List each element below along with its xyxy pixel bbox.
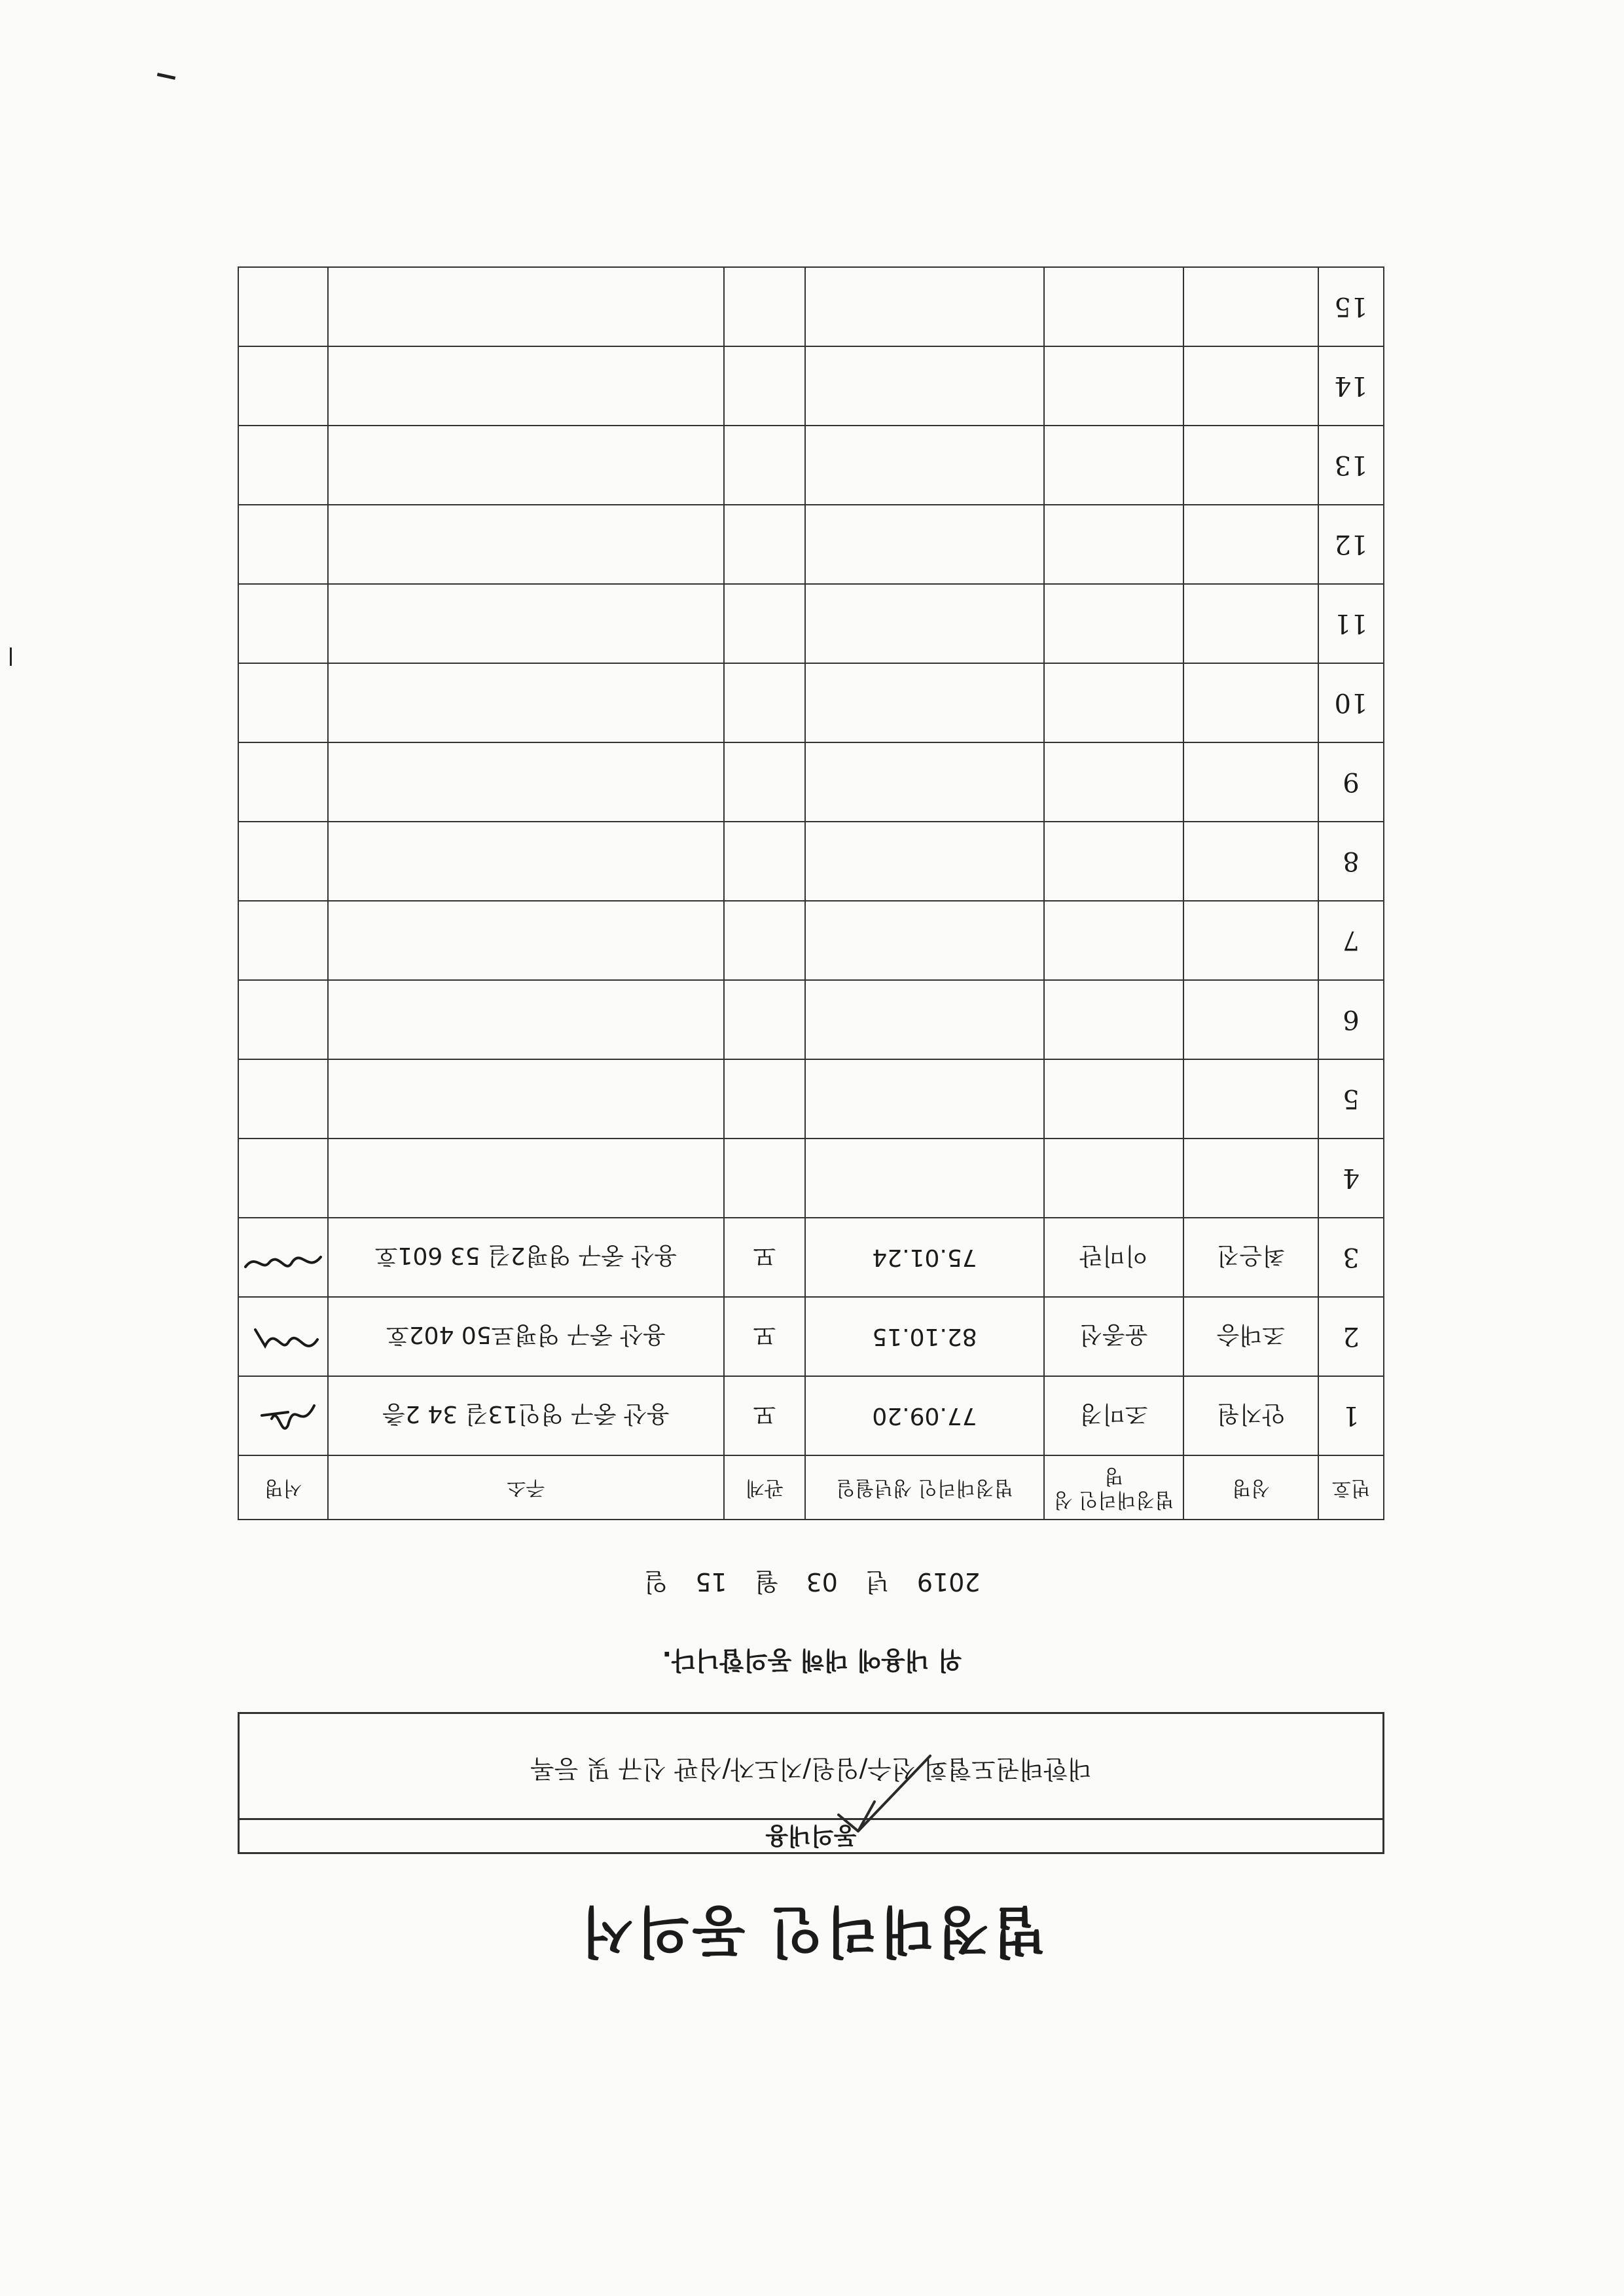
signature-cell: [238, 980, 328, 1059]
signature-cell: [238, 742, 328, 822]
participant-name: [1183, 980, 1318, 1059]
row-number: 10: [1318, 663, 1384, 742]
signature-cell: [238, 584, 328, 663]
guardian-dob: [805, 822, 1044, 901]
guardian-address: 용산 중구 영평로50 402호: [328, 1297, 724, 1376]
col-header-relation: 관계: [724, 1455, 805, 1520]
table-row: [238, 901, 1384, 980]
document-title: 법정대리인 동의서: [578, 1899, 1046, 1964]
guardian-relation: [724, 1059, 805, 1139]
col-header-guardian-name: 법정대리인 성명: [1044, 1455, 1183, 1520]
handwritten-signature: [238, 1313, 327, 1366]
signature-cell: [238, 346, 328, 426]
col-header-address: 주소: [328, 1455, 724, 1520]
signature-cell: [238, 426, 328, 505]
guardian-dob: [805, 584, 1044, 663]
guardian-name: [1044, 742, 1183, 822]
signature-cell: [238, 1218, 328, 1297]
row-number: 7: [1318, 901, 1384, 980]
table-row: [238, 663, 1384, 742]
guardian-relation: [724, 901, 805, 980]
guardian-relation: [724, 346, 805, 426]
guardian-address: [328, 822, 724, 901]
row-number: 15: [1318, 267, 1384, 346]
guardian-dob: [805, 742, 1044, 822]
guardian-table: [238, 266, 1384, 1520]
guardian-relation: [724, 742, 805, 822]
table-row: [238, 267, 1384, 346]
pen-stroke-mark: [825, 1749, 937, 1841]
guardian-address: [328, 980, 724, 1059]
table-row: [238, 426, 1384, 505]
guardian-address: [328, 267, 724, 346]
signature-cell: [238, 1297, 328, 1376]
table-row: [238, 346, 1384, 426]
guardian-relation: [724, 1139, 805, 1218]
scan-speck: [157, 73, 175, 80]
guardian-dob: [805, 426, 1044, 505]
row-number: 6: [1318, 980, 1384, 1059]
guardian-name: [1044, 505, 1183, 584]
signature-cell: [238, 822, 328, 901]
table-row: [238, 822, 1384, 901]
guardian-relation: [724, 822, 805, 901]
guardian-name: 이미란: [1044, 1218, 1183, 1297]
table-header-row: [238, 1455, 1384, 1520]
scan-speck: [10, 647, 12, 666]
guardian-relation: 모: [724, 1297, 805, 1376]
participant-name: 안지원: [1183, 1376, 1318, 1455]
guardian-name: [1044, 1059, 1183, 1139]
row-number: 9: [1318, 742, 1384, 822]
handwritten-signature: [238, 1234, 327, 1286]
guardian-name: [1044, 1139, 1183, 1218]
col-header-name: 성명: [1183, 1455, 1318, 1520]
guardian-name: [1044, 426, 1183, 505]
table-row: [238, 1139, 1384, 1218]
participant-name: [1183, 663, 1318, 742]
guardian-dob: [805, 901, 1044, 980]
guardian-relation: [724, 663, 805, 742]
participant-name: [1183, 901, 1318, 980]
date-year: 2019: [916, 1567, 981, 1596]
guardian-address: 용산 중구 영평2길 53 601호: [328, 1218, 724, 1297]
participant-name: [1183, 1139, 1318, 1218]
guardian-dob: [805, 980, 1044, 1059]
col-header-signature: 서명: [238, 1455, 328, 1520]
row-number: 3: [1318, 1218, 1384, 1297]
signature-cell: [238, 1059, 328, 1139]
guardian-name: [1044, 901, 1183, 980]
table-row: [238, 980, 1384, 1059]
guardian-dob: 75.01.24: [805, 1218, 1044, 1297]
table-row: [238, 1297, 1384, 1376]
guardian-address: [328, 346, 724, 426]
participant-name: [1183, 742, 1318, 822]
guardian-relation: [724, 505, 805, 584]
guardian-dob: [805, 663, 1044, 742]
date-day: 15: [695, 1567, 727, 1596]
guardian-address: [328, 1059, 724, 1139]
guardian-dob: [805, 346, 1044, 426]
row-number: 14: [1318, 346, 1384, 426]
row-number: 5: [1318, 1059, 1384, 1139]
row-number: 4: [1318, 1139, 1384, 1218]
signature-cell: [238, 901, 328, 980]
guardian-name: 조미경: [1044, 1376, 1183, 1455]
guardian-dob: 77.09.20: [805, 1376, 1044, 1455]
date-month: 03: [806, 1567, 838, 1596]
date-year-unit: 년: [865, 1567, 890, 1596]
guardian-relation: [724, 584, 805, 663]
guardian-address: [328, 742, 724, 822]
row-number: 11: [1318, 584, 1384, 663]
guardian-name: [1044, 822, 1183, 901]
guardian-address: [328, 901, 724, 980]
guardian-dob: [805, 505, 1044, 584]
table-row: [238, 1376, 1384, 1455]
signature-cell: [238, 1139, 328, 1218]
guardian-name: [1044, 346, 1183, 426]
col-header-number: 번호: [1318, 1455, 1384, 1520]
guardian-name: [1044, 267, 1183, 346]
guardian-name: 윤종선: [1044, 1297, 1183, 1376]
guardian-dob: 82.10.15: [805, 1297, 1044, 1376]
guardian-dob: [805, 267, 1044, 346]
guardian-address: [328, 584, 724, 663]
guardian-relation: [724, 980, 805, 1059]
guardian-relation: 모: [724, 1218, 805, 1297]
signing-date: [0, 1566, 1624, 1602]
col-header-guardian-dob: 법정대리인 생년월일: [805, 1455, 1044, 1520]
row-number: 13: [1318, 426, 1384, 505]
guardian-relation: [724, 267, 805, 346]
participant-name: [1183, 426, 1318, 505]
table-row: [238, 505, 1384, 584]
signature-cell: [238, 505, 328, 584]
guardian-dob: [805, 1139, 1044, 1218]
date-day-unit: 일: [643, 1567, 668, 1596]
consent-box: [238, 1712, 1384, 1854]
participant-name: [1183, 584, 1318, 663]
consent-header: 동의내용: [240, 1818, 1382, 1852]
participant-name: [1183, 822, 1318, 901]
table-row: [238, 742, 1384, 822]
signature-cell: [238, 663, 328, 742]
guardian-relation: 모: [724, 1376, 805, 1455]
signature-cell: [238, 1376, 328, 1455]
guardian-address: [328, 505, 724, 584]
guardian-address: [328, 663, 724, 742]
participant-name: [1183, 1059, 1318, 1139]
row-number: 12: [1318, 505, 1384, 584]
row-number: 8: [1318, 822, 1384, 901]
guardian-address: 용산 중구 영인13길 34 2층: [328, 1376, 724, 1455]
guardian-dob: [805, 1059, 1044, 1139]
guardian-relation: [724, 426, 805, 505]
participant-name: [1183, 505, 1318, 584]
participant-name: 최은진: [1183, 1218, 1318, 1297]
participant-name: [1183, 346, 1318, 426]
participant-name: [1183, 267, 1318, 346]
guardian-address: [328, 1139, 724, 1218]
participant-name: 조대승: [1183, 1297, 1318, 1376]
handwritten-signature: [238, 1393, 327, 1445]
guardian-address: [328, 426, 724, 505]
guardian-name: [1044, 584, 1183, 663]
table-row: [238, 1218, 1384, 1297]
date-month-unit: 월: [754, 1567, 779, 1596]
signature-cell: [238, 267, 328, 346]
guardian-name: [1044, 663, 1183, 742]
row-number: 2: [1318, 1297, 1384, 1376]
row-number: 1: [1318, 1376, 1384, 1455]
table-row: [238, 584, 1384, 663]
guardian-name: [1044, 980, 1183, 1059]
agreement-statement: 위 내용에 대해 동의합니다.: [662, 1646, 962, 1675]
table-row: [238, 1059, 1384, 1139]
consent-body: 대한태권도협회 선수/임원/지도자/심판 신규 및 등록: [530, 1755, 1092, 1783]
